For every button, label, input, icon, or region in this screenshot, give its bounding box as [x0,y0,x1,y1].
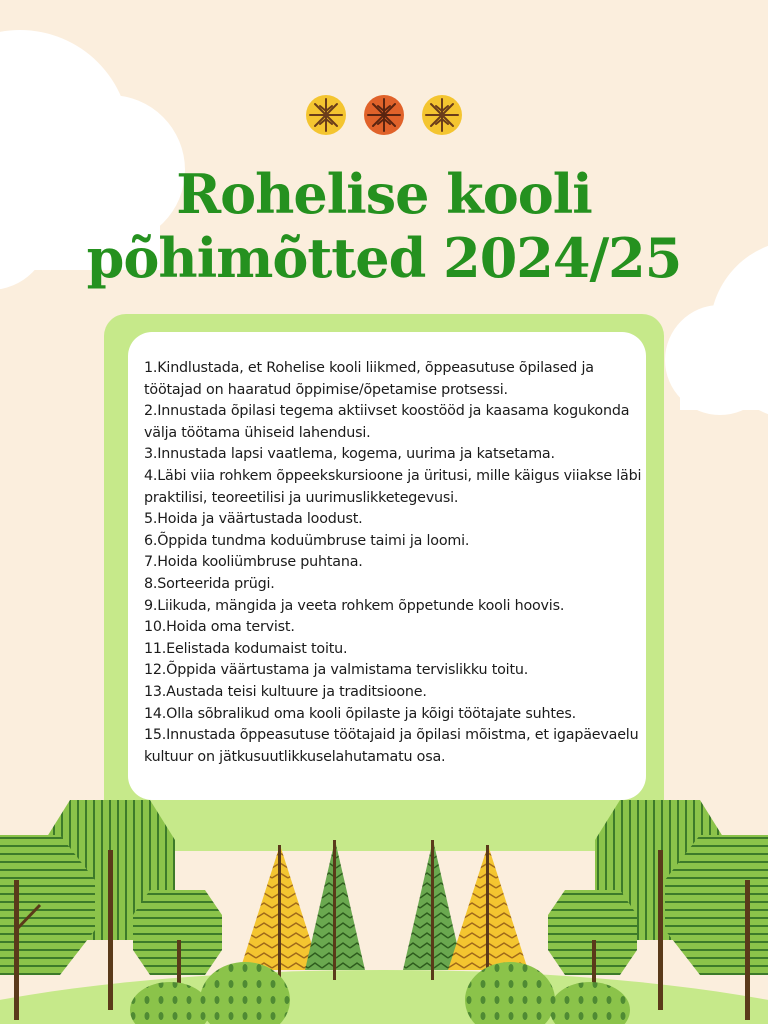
list-item: 11.Eelistada kodumaist toitu. [144,640,348,657]
tree-green-left [305,840,365,980]
list-item: 15.Innustada õppeasutuse töötajaid ja õpilasi mõistma, et igapäevaelu kultuur on jätkusuutlikkuselahutamatu osa. [144,727,639,765]
tree-right-mid [665,835,768,1020]
list-item: 10.Hoida oma tervist. [144,619,295,636]
list-item: 9.Liikuda, mängida ja veeta rohkem õppetunde kooli hoovis. [144,597,565,614]
tree-left-mid [0,835,95,1020]
list-item: 13.Austada teisi kultuure ja traditsioone. [144,683,427,700]
list-item: 4.Läbi viia rohkem õppeekskursioone ja üritusi, mille käigus viiakse läbi praktilisi, teoreetilisi ja uurimuslikketegevusi. [144,467,642,506]
list-item: 3.Innustada lapsi vaatlema, kogema, uurima ja katsetama. [144,446,555,463]
list-item: 14.Olla sõbralikud oma kooli õpilaste ja kõigi töötajate suhtes. [144,705,576,722]
list-item: 1.Kindlustada, et Rohelise kooli liikmed, õppeasutuse õpilased ja töötajad on haaratud õppimise/õpetamise protsessi. [144,360,594,398]
list-item: 12.Õppida väärtustama ja valmistama tervislikku toitu. [144,662,529,679]
title-line-1: Rohelise kooli [176,162,592,226]
list-item: 2.Innustada õpilasi tegema aktiivset koostööd ja kaasama kogukonda välja töötama ühiseid lahendusi. [144,403,630,441]
list-item: 8.Sorteerida prügi. [144,575,275,592]
list-item: 7.Hoida kooliümbruse puhtana. [144,554,363,571]
list-item: 5.Hoida ja väärtustada loodust. [144,511,363,528]
title-line-2: põhimõtted 2024/25 [86,226,682,290]
list-item: 6.Õppida tundma koduümbruse taimi ja loomi. [144,532,470,549]
